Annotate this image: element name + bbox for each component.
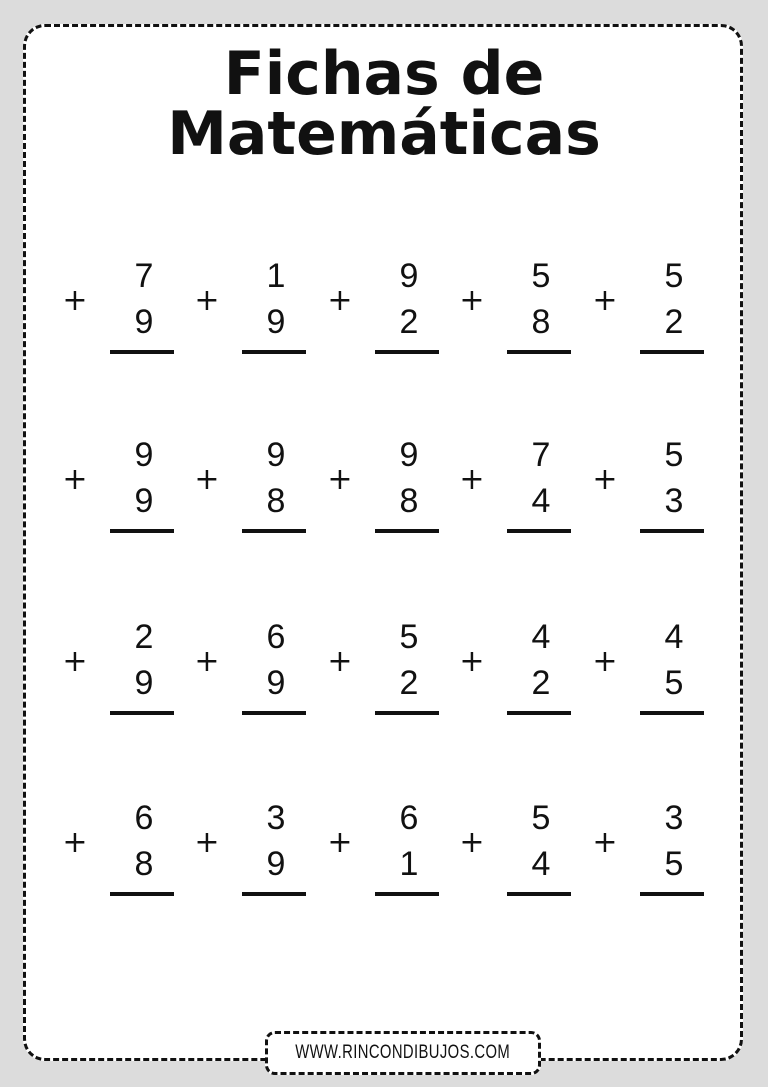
top-addend: 7 — [134, 257, 154, 295]
plus-sign: + — [592, 283, 618, 318]
top-addend: 6 — [134, 799, 154, 837]
answer-line — [375, 529, 439, 533]
answer-line — [640, 529, 704, 533]
bottom-addend: 8 — [134, 845, 154, 883]
top-addend: 4 — [664, 618, 684, 656]
top-addend: 5 — [531, 257, 551, 295]
addition-problem — [327, 437, 447, 547]
addition-problem — [592, 258, 712, 368]
top-addend: 3 — [664, 799, 684, 837]
top-addend: 9 — [266, 436, 286, 474]
top-addend: 5 — [531, 799, 551, 837]
plus-sign: + — [194, 283, 220, 318]
website-label: WWW.RINCONDIBUJOS.COM — [295, 1042, 511, 1063]
bottom-addend: 4 — [531, 482, 551, 520]
top-addend: 9 — [399, 436, 419, 474]
answer-line — [375, 711, 439, 715]
addition-problem — [194, 258, 314, 368]
addition-problem — [327, 258, 447, 368]
plus-sign: + — [459, 283, 485, 318]
bottom-addend: 5 — [664, 845, 684, 883]
bottom-addend: 3 — [664, 482, 684, 520]
answer-line — [110, 350, 174, 354]
plus-sign: + — [62, 644, 88, 679]
answer-line — [507, 711, 571, 715]
answer-line — [507, 892, 571, 896]
addition-problem — [327, 800, 447, 910]
top-addend: 5 — [399, 618, 419, 656]
top-addend: 3 — [266, 799, 286, 837]
answer-line — [242, 711, 306, 715]
plus-sign: + — [459, 462, 485, 497]
bottom-addend: 2 — [399, 303, 419, 341]
addition-problem — [62, 437, 182, 547]
top-addend: 7 — [531, 436, 551, 474]
plus-sign: + — [62, 825, 88, 860]
answer-line — [640, 350, 704, 354]
answer-line — [242, 529, 306, 533]
addition-problem — [62, 800, 182, 910]
top-addend: 4 — [531, 618, 551, 656]
answer-line — [507, 350, 571, 354]
top-addend: 9 — [134, 436, 154, 474]
bottom-addend: 8 — [399, 482, 419, 520]
addition-problem — [62, 619, 182, 729]
plus-sign: + — [327, 644, 353, 679]
bottom-addend: 9 — [266, 664, 286, 702]
plus-sign: + — [327, 462, 353, 497]
bottom-addend: 9 — [134, 482, 154, 520]
answer-line — [110, 529, 174, 533]
plus-sign: + — [62, 462, 88, 497]
answer-line — [242, 350, 306, 354]
addition-problem — [62, 258, 182, 368]
bottom-addend: 4 — [531, 845, 551, 883]
bottom-addend: 5 — [664, 664, 684, 702]
top-addend: 9 — [399, 257, 419, 295]
answer-line — [110, 892, 174, 896]
addition-problem — [459, 800, 579, 910]
bottom-addend: 9 — [134, 664, 154, 702]
bottom-addend: 8 — [531, 303, 551, 341]
plus-sign: + — [592, 644, 618, 679]
addition-problem — [194, 619, 314, 729]
bottom-addend: 1 — [399, 845, 419, 883]
plus-sign: + — [592, 825, 618, 860]
addition-problem — [592, 619, 712, 729]
answer-line — [640, 892, 704, 896]
plus-sign: + — [592, 462, 618, 497]
addition-problem — [194, 437, 314, 547]
answer-line — [242, 892, 306, 896]
addition-problem — [459, 258, 579, 368]
addition-problem — [592, 800, 712, 910]
bottom-addend: 2 — [664, 303, 684, 341]
answer-line — [640, 711, 704, 715]
top-addend: 2 — [134, 618, 154, 656]
bottom-addend: 9 — [134, 303, 154, 341]
page-title: Fichas de Matemáticas — [167, 39, 601, 169]
bottom-addend: 2 — [531, 664, 551, 702]
plus-sign: + — [327, 283, 353, 318]
plus-sign: + — [194, 462, 220, 497]
addition-problem — [327, 619, 447, 729]
plus-sign: + — [194, 825, 220, 860]
top-addend: 5 — [664, 436, 684, 474]
bottom-addend: 2 — [399, 664, 419, 702]
top-addend: 5 — [664, 257, 684, 295]
answer-line — [110, 711, 174, 715]
top-addend: 6 — [266, 618, 286, 656]
plus-sign: + — [194, 644, 220, 679]
addition-problem — [592, 437, 712, 547]
top-addend: 1 — [266, 257, 286, 295]
bottom-addend: 9 — [266, 303, 286, 341]
plus-sign: + — [62, 283, 88, 318]
answer-line — [507, 529, 571, 533]
addition-problem — [194, 800, 314, 910]
plus-sign: + — [327, 825, 353, 860]
addition-problem — [459, 437, 579, 547]
top-addend: 6 — [399, 799, 419, 837]
footer-badge — [265, 1031, 541, 1075]
answer-line — [375, 892, 439, 896]
bottom-addend: 8 — [266, 482, 286, 520]
addition-problem — [459, 619, 579, 729]
bottom-addend: 9 — [266, 845, 286, 883]
answer-line — [375, 350, 439, 354]
plus-sign: + — [459, 644, 485, 679]
plus-sign: + — [459, 825, 485, 860]
